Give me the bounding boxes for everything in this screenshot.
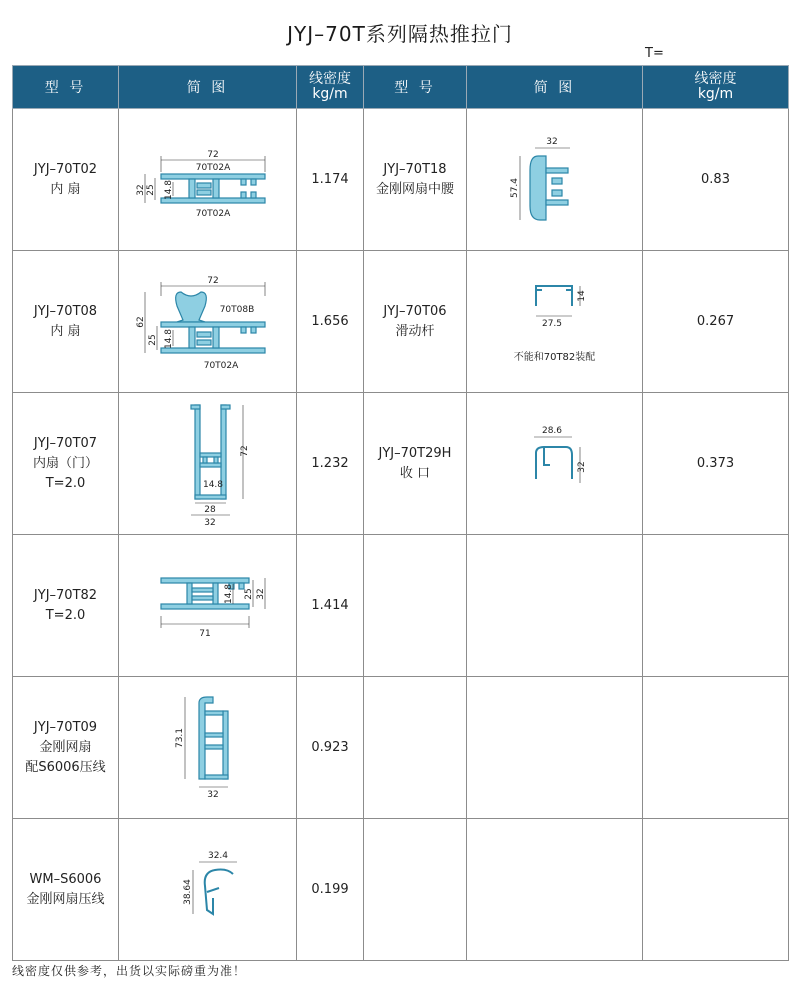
svg-text:73.1: 73.1 [174,727,185,748]
table-row [13,251,789,393]
diagram-cell [119,393,297,535]
svg-text:32: 32 [203,517,216,528]
svg-text:25: 25 [145,183,156,196]
svg-text:32: 32 [135,183,146,196]
svg-text:25: 25 [243,587,254,600]
svg-text:72: 72 [239,444,250,457]
svg-text:28: 28 [203,504,216,515]
svg-text:38.64: 38.64 [182,878,193,905]
profile-70t29h-diagram [480,419,630,509]
empty-cell [364,677,467,819]
model-cell: JYJ–70T09 金刚网扇 配S6006压线 [13,677,119,819]
model-cell: JYJ–70T06 滑动杆 [364,251,467,393]
profile-70t07-diagram [133,399,283,529]
profile-s6006-diagram [133,840,283,940]
header-model-left: 型 号 [13,66,119,109]
density-cell: 1.174 [297,109,364,251]
svg-text:14.8: 14.8 [202,479,223,490]
svg-text:72: 72 [206,149,219,160]
svg-text:28.6: 28.6 [541,425,562,436]
assembly-note: 不能和70T82装配 [513,351,596,363]
svg-text:62: 62 [135,315,146,328]
diagram-cell [119,109,297,251]
page-title: JYJ–70T系列隔热推拉门 [287,22,513,46]
t-mark: T= [645,46,664,61]
svg-text:14.8: 14.8 [163,179,174,200]
svg-text:25: 25 [147,333,158,346]
svg-text:32: 32 [576,460,587,473]
profile-70t82-diagram [133,556,283,656]
model-cell: WM–S6006 金刚网扇压线 [13,819,119,961]
empty-cell [643,819,789,961]
profile-70t08-diagram [133,262,283,382]
empty-cell [643,677,789,819]
model-cell: JYJ–70T82 T=2.0 [13,535,119,677]
diagram-cell [119,677,297,819]
header-density-right: 线密度 kg/m [643,66,789,109]
diagram-cell [467,109,643,251]
diagram-cell [467,393,643,535]
empty-cell [364,535,467,677]
empty-cell [467,535,643,677]
header-diagram-left: 简 图 [119,66,297,109]
svg-text:32: 32 [206,789,219,800]
table-row [13,819,789,961]
svg-text:14.8: 14.8 [223,583,234,604]
profile-70t18-diagram [480,130,630,230]
model-cell: JYJ–70T08 内 扇 [13,251,119,393]
density-cell: 1.656 [297,251,364,393]
diagram-cell [467,251,643,393]
svg-text:70T08B: 70T08B [219,304,254,315]
empty-cell [467,819,643,961]
diagram-cell [119,251,297,393]
density-cell: 0.267 [643,251,789,393]
table-row [13,109,789,251]
model-cell: JYJ–70T18 金刚网扇中腰 [364,109,467,251]
svg-text:70T02A: 70T02A [195,208,230,219]
svg-text:32: 32 [545,136,558,147]
svg-text:14.8: 14.8 [163,328,174,349]
header-row [13,66,789,109]
diagram-cell [119,819,297,961]
profile-70t09-diagram [133,693,283,803]
header-model-right: 型 号 [364,66,467,109]
empty-cell [643,535,789,677]
svg-text:27.5: 27.5 [541,318,562,329]
model-cell: JYJ–70T29H 收 口 [364,393,467,535]
svg-text:71: 71 [198,628,211,639]
svg-text:70T02A: 70T02A [195,162,230,173]
header-density-left: 线密度 kg/m [297,66,364,109]
model-cell: JYJ–70T02 内 扇 [13,109,119,251]
profile-70t02-diagram [133,130,283,230]
svg-text:32.4: 32.4 [207,850,228,861]
svg-text:14: 14 [576,289,587,302]
header-diagram-right: 简 图 [467,66,643,109]
density-cell: 0.923 [297,677,364,819]
empty-cell [467,677,643,819]
table-row [13,677,789,819]
density-cell: 1.414 [297,535,364,677]
density-cell: 1.232 [297,393,364,535]
profile-70t06-diagram [480,276,630,346]
table-row [13,393,789,535]
empty-cell [364,819,467,961]
table-row [13,535,789,677]
diagram-cell [119,535,297,677]
density-cell: 0.373 [643,393,789,535]
footer-note: 线密度仅供参考，出货以实际磅重为准！ [12,964,247,978]
svg-text:70T02A: 70T02A [203,360,238,371]
density-cell: 0.83 [643,109,789,251]
svg-text:32: 32 [255,587,266,600]
model-cell: JYJ–70T07 内扇（门） T=2.0 [13,393,119,535]
svg-text:72: 72 [206,275,219,286]
density-cell: 0.199 [297,819,364,961]
svg-text:57.4: 57.4 [509,177,520,198]
spec-table [12,65,789,961]
